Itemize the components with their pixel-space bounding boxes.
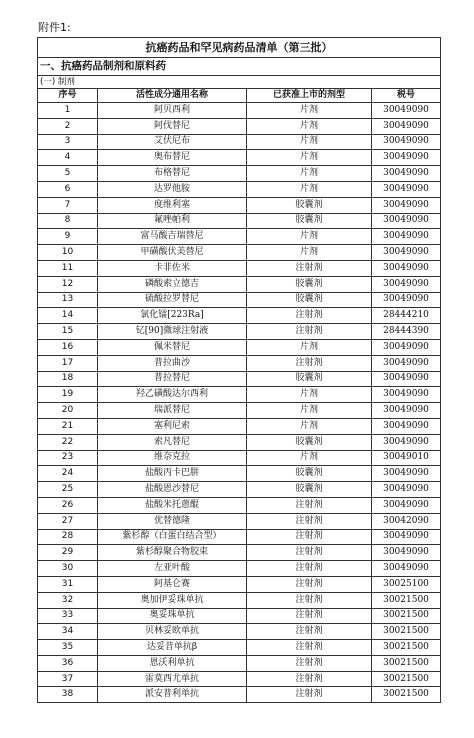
header-seq: 序号	[38, 89, 98, 103]
row-tax-code: 30049090	[372, 166, 441, 182]
subsection-title: (一) 制剂	[38, 76, 441, 89]
row-ingredient: 阿基仑赛	[98, 576, 247, 592]
row-dosage-form: 片剂	[247, 150, 372, 166]
row-ingredient: 塞利尼索	[98, 418, 247, 434]
row-seq: 17	[38, 355, 98, 371]
row-seq: 28	[38, 529, 98, 545]
row-tax-code: 30021500	[372, 655, 441, 671]
table-row	[38, 308, 441, 324]
row-ingredient: 优替德隆	[98, 513, 247, 529]
table-row	[38, 624, 441, 640]
row-ingredient: 恩沃利单抗	[98, 655, 247, 671]
row-ingredient: 贝林妥欧单抗	[98, 624, 247, 640]
row-ingredient: 氟唑帕利	[98, 213, 247, 229]
row-dosage-form: 片剂	[247, 118, 372, 134]
row-dosage-form: 注射剂	[247, 324, 372, 340]
row-dosage-form: 注射剂	[247, 545, 372, 561]
row-tax-code: 30049090	[372, 181, 441, 197]
row-tax-code: 30049090	[372, 497, 441, 513]
table-title: 抗癌药品和罕见病药品清单（第三批）	[38, 38, 441, 58]
row-dosage-form: 胶囊剂	[247, 434, 372, 450]
row-ingredient: 派安普利单抗	[98, 687, 247, 703]
header-row	[38, 89, 441, 103]
subsection-row	[38, 76, 441, 89]
row-tax-code: 30049090	[372, 387, 441, 403]
table-row	[38, 513, 441, 529]
row-seq: 11	[38, 260, 98, 276]
row-seq: 16	[38, 339, 98, 355]
row-seq: 34	[38, 624, 98, 640]
row-ingredient: 度维利塞	[98, 197, 247, 213]
row-dosage-form: 胶囊剂	[247, 482, 372, 498]
table-row	[38, 260, 441, 276]
table-row	[38, 229, 441, 245]
table-row	[38, 181, 441, 197]
row-tax-code: 30025100	[372, 576, 441, 592]
row-seq: 21	[38, 418, 98, 434]
row-seq: 2	[38, 118, 98, 134]
row-tax-code: 30049090	[372, 529, 441, 545]
row-tax-code: 30049090	[372, 545, 441, 561]
row-dosage-form: 注射剂	[247, 687, 372, 703]
row-seq: 1	[38, 103, 98, 119]
row-tax-code: 30021500	[372, 687, 441, 703]
table-row	[38, 561, 441, 577]
table-row	[38, 197, 441, 213]
section-title: 一、抗癌药品制剂和原料药	[38, 58, 441, 76]
row-ingredient: 雷莫西尤单抗	[98, 671, 247, 687]
row-seq: 33	[38, 608, 98, 624]
row-ingredient: 氯化镭[223Ra]	[98, 308, 247, 324]
header-ingredient: 活性成分通用名称	[98, 89, 247, 103]
row-dosage-form: 片剂	[247, 134, 372, 150]
header-tax-code: 税号	[372, 89, 441, 103]
row-seq: 20	[38, 403, 98, 419]
row-seq: 8	[38, 213, 98, 229]
row-tax-code: 30049090	[372, 434, 441, 450]
row-tax-code: 30021500	[372, 624, 441, 640]
row-seq: 10	[38, 245, 98, 261]
row-dosage-form: 片剂	[247, 166, 372, 182]
row-dosage-form: 片剂	[247, 229, 372, 245]
row-tax-code: 30049090	[372, 403, 441, 419]
row-seq: 3	[38, 134, 98, 150]
table-row	[38, 497, 441, 513]
row-tax-code: 30049090	[372, 134, 441, 150]
row-ingredient: 硫酸拉罗替尼	[98, 292, 247, 308]
row-ingredient: 布格替尼	[98, 166, 247, 182]
row-dosage-form: 片剂	[247, 181, 372, 197]
table-row	[38, 118, 441, 134]
row-seq: 24	[38, 466, 98, 482]
row-ingredient: 紫杉醇（白蛋白结合型）	[98, 529, 247, 545]
table-row	[38, 434, 441, 450]
table-row	[38, 482, 441, 498]
row-dosage-form: 注射剂	[247, 529, 372, 545]
row-dosage-form: 胶囊剂	[247, 466, 372, 482]
row-seq: 32	[38, 592, 98, 608]
row-tax-code: 30021500	[372, 592, 441, 608]
row-tax-code: 30021500	[372, 608, 441, 624]
table-row	[38, 529, 441, 545]
row-ingredient: 阿伐替尼	[98, 118, 247, 134]
row-ingredient: 钇[90]微球注射液	[98, 324, 247, 340]
row-dosage-form: 胶囊剂	[247, 213, 372, 229]
row-dosage-form: 胶囊剂	[247, 276, 372, 292]
table-title-row	[38, 38, 441, 58]
row-dosage-form: 注射剂	[247, 260, 372, 276]
table-row	[38, 640, 441, 656]
row-dosage-form: 胶囊剂	[247, 197, 372, 213]
row-dosage-form: 片剂	[247, 403, 372, 419]
row-dosage-form: 注射剂	[247, 513, 372, 529]
row-tax-code: 30049090	[372, 197, 441, 213]
row-ingredient: 达罗他胺	[98, 181, 247, 197]
row-tax-code: 30049090	[372, 292, 441, 308]
drug-list-table	[37, 37, 441, 703]
row-tax-code: 30021500	[372, 671, 441, 687]
row-seq: 12	[38, 276, 98, 292]
row-dosage-form: 注射剂	[247, 640, 372, 656]
row-ingredient: 盐酸丙卡巴肼	[98, 466, 247, 482]
row-tax-code: 28444390	[372, 324, 441, 340]
row-seq: 13	[38, 292, 98, 308]
row-ingredient: 索凡替尼	[98, 434, 247, 450]
row-ingredient: 奥布替尼	[98, 150, 247, 166]
row-seq: 26	[38, 497, 98, 513]
row-tax-code: 30049090	[372, 260, 441, 276]
row-tax-code: 30049090	[372, 355, 441, 371]
table-row	[38, 387, 441, 403]
row-ingredient: 奥妥珠单抗	[98, 608, 247, 624]
row-seq: 38	[38, 687, 98, 703]
row-tax-code: 30049090	[372, 150, 441, 166]
row-ingredient: 佩米替尼	[98, 339, 247, 355]
row-dosage-form: 注射剂	[247, 655, 372, 671]
row-dosage-form: 注射剂	[247, 308, 372, 324]
table-row	[38, 371, 441, 387]
row-tax-code: 30049090	[372, 561, 441, 577]
table-row	[38, 324, 441, 340]
table-row	[38, 166, 441, 182]
row-dosage-form: 注射剂	[247, 671, 372, 687]
table-row	[38, 245, 441, 261]
row-tax-code: 30049010	[372, 450, 441, 466]
row-tax-code: 30049090	[372, 276, 441, 292]
attachment-label: 附件1:	[38, 21, 71, 34]
row-seq: 14	[38, 308, 98, 324]
row-seq: 5	[38, 166, 98, 182]
row-ingredient: 阿贝西利	[98, 103, 247, 119]
table-row	[38, 545, 441, 561]
row-ingredient: 瑞派替尼	[98, 403, 247, 419]
row-seq: 6	[38, 181, 98, 197]
table-row	[38, 592, 441, 608]
row-ingredient: 紫杉醇聚合物胶束	[98, 545, 247, 561]
row-seq: 4	[38, 150, 98, 166]
table-row	[38, 403, 441, 419]
row-dosage-form: 片剂	[247, 103, 372, 119]
table-row	[38, 103, 441, 119]
row-seq: 35	[38, 640, 98, 656]
row-seq: 7	[38, 197, 98, 213]
row-seq: 29	[38, 545, 98, 561]
table-row	[38, 339, 441, 355]
row-ingredient: 维奈克拉	[98, 450, 247, 466]
table-row	[38, 671, 441, 687]
row-ingredient: 左亚叶酸	[98, 561, 247, 577]
row-dosage-form: 片剂	[247, 245, 372, 261]
table-row	[38, 213, 441, 229]
row-tax-code: 30049090	[372, 418, 441, 434]
row-seq: 31	[38, 576, 98, 592]
row-ingredient: 磷酸索立德吉	[98, 276, 247, 292]
row-dosage-form: 注射剂	[247, 355, 372, 371]
row-seq: 30	[38, 561, 98, 577]
row-ingredient: 卡非佐米	[98, 260, 247, 276]
row-dosage-form: 注射剂	[247, 497, 372, 513]
table-row	[38, 576, 441, 592]
row-tax-code: 30049090	[372, 229, 441, 245]
row-seq: 18	[38, 371, 98, 387]
row-tax-code: 30049090	[372, 118, 441, 134]
row-dosage-form: 片剂	[247, 450, 372, 466]
row-seq: 25	[38, 482, 98, 498]
row-ingredient: 羟乙磺酸达尔西利	[98, 387, 247, 403]
row-seq: 27	[38, 513, 98, 529]
row-tax-code: 28444210	[372, 308, 441, 324]
row-ingredient: 甲磺酸伏美替尼	[98, 245, 247, 261]
row-dosage-form: 胶囊剂	[247, 371, 372, 387]
section-row	[38, 58, 441, 76]
row-dosage-form: 片剂	[247, 387, 372, 403]
row-ingredient: 奥加伊妥珠单抗	[98, 592, 247, 608]
table-row	[38, 418, 441, 434]
row-tax-code: 30049090	[372, 371, 441, 387]
row-ingredient: 盐酸恩沙替尼	[98, 482, 247, 498]
row-ingredient: 达妥昔单抗β	[98, 640, 247, 656]
table-row	[38, 687, 441, 703]
row-tax-code: 30049090	[372, 103, 441, 119]
row-ingredient: 普拉曲沙	[98, 355, 247, 371]
row-ingredient: 普拉替尼	[98, 371, 247, 387]
table-row	[38, 608, 441, 624]
table-row	[38, 134, 441, 150]
row-ingredient: 艾伏尼布	[98, 134, 247, 150]
table-row	[38, 466, 441, 482]
row-dosage-form: 片剂	[247, 339, 372, 355]
row-seq: 19	[38, 387, 98, 403]
table-row	[38, 355, 441, 371]
row-tax-code: 30049090	[372, 245, 441, 261]
row-dosage-form: 注射剂	[247, 576, 372, 592]
table-row	[38, 276, 441, 292]
row-dosage-form: 片剂	[247, 418, 372, 434]
row-dosage-form: 注射剂	[247, 561, 372, 577]
table-row	[38, 655, 441, 671]
row-seq: 9	[38, 229, 98, 245]
row-ingredient: 富马酸吉瑞替尼	[98, 229, 247, 245]
row-ingredient: 盐酸米托蒽醌	[98, 497, 247, 513]
header-dosage-form: 已获准上市的剂型	[247, 89, 372, 103]
row-dosage-form: 胶囊剂	[247, 292, 372, 308]
row-seq: 37	[38, 671, 98, 687]
table-row	[38, 292, 441, 308]
row-tax-code: 30049090	[372, 482, 441, 498]
row-tax-code: 30049090	[372, 466, 441, 482]
row-seq: 23	[38, 450, 98, 466]
row-dosage-form: 注射剂	[247, 592, 372, 608]
row-seq: 36	[38, 655, 98, 671]
row-seq: 22	[38, 434, 98, 450]
row-tax-code: 30021500	[372, 640, 441, 656]
table-row	[38, 150, 441, 166]
table-row	[38, 450, 441, 466]
row-dosage-form: 注射剂	[247, 608, 372, 624]
row-tax-code: 30042090	[372, 513, 441, 529]
row-seq: 15	[38, 324, 98, 340]
row-tax-code: 30049090	[372, 339, 441, 355]
row-tax-code: 30049090	[372, 213, 441, 229]
row-dosage-form: 注射剂	[247, 624, 372, 640]
